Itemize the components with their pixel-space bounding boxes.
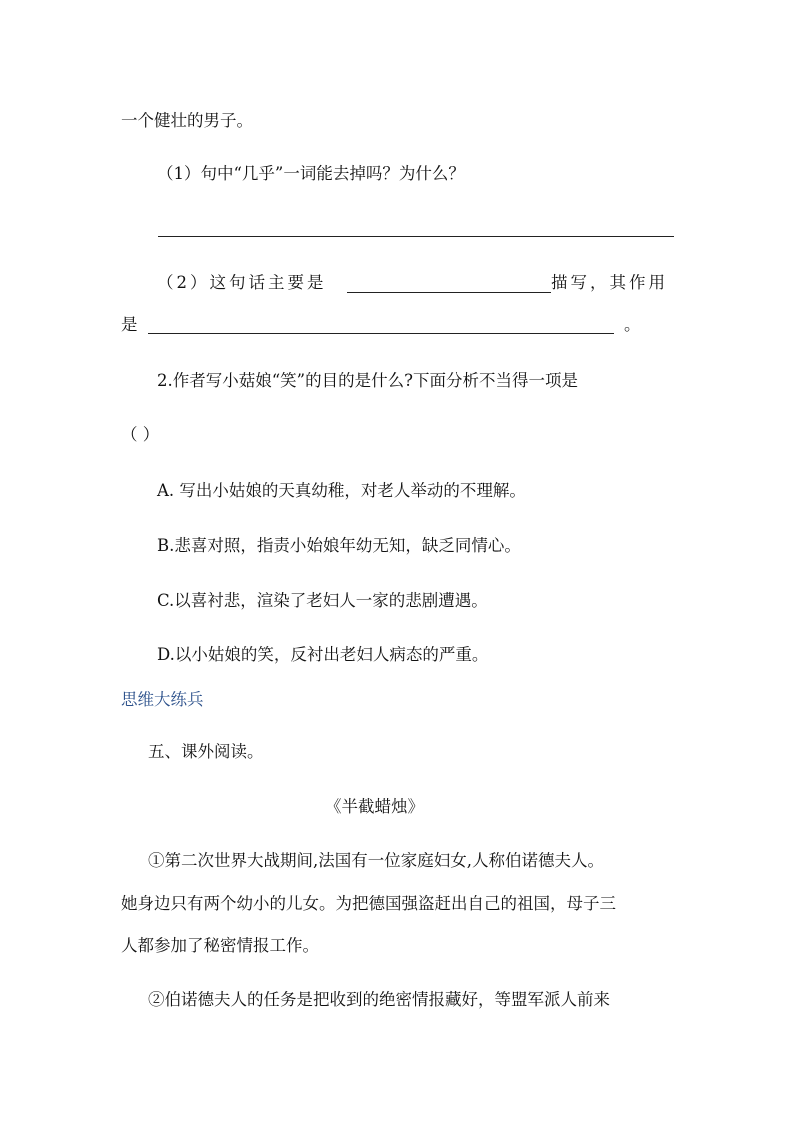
answer-line bbox=[158, 236, 674, 237]
option-c: C.以喜衬悲，渲染了老妇人一家的悲剧遭遇。 bbox=[157, 591, 488, 610]
question-2-end: 。 bbox=[624, 315, 641, 334]
question-3: 2.作者写小菇娘“笑”的目的是什么?下面分析不当得一项是 bbox=[157, 371, 578, 390]
text-line: 一个健壮的男子。 bbox=[121, 111, 253, 130]
paragraph-line: 她身边只有两个幼小的儿女。为把德国强盗赶出自己的祖国，母子三 bbox=[121, 894, 616, 913]
section-heading: 思维大练兵 bbox=[121, 690, 204, 709]
question-2-cont: 是 bbox=[121, 315, 138, 334]
question-1: （1）句中“几乎”一词能去掉吗？为什么？ bbox=[157, 164, 465, 183]
option-b: B.悲喜对照，指责小始娘年幼无知，缺乏同情心。 bbox=[157, 536, 521, 555]
paragraph-line: ②伯诺德夫人的任务是把收到的绝密情报藏好，等盟军派人前来 bbox=[148, 990, 610, 1009]
answer-blank bbox=[347, 292, 551, 293]
paragraph-line: 人都参加了秘密情报工作。 bbox=[121, 936, 319, 955]
question-2-mid: 描写，其作用 bbox=[551, 273, 668, 292]
question-2-start: （2）这句话主要是 bbox=[157, 273, 327, 292]
part-heading: 五、课外阅读。 bbox=[148, 742, 264, 761]
answer-paren: （ ） bbox=[121, 425, 160, 444]
answer-blank bbox=[148, 333, 614, 334]
paragraph-line: ①第二次世界大战期间,法国有一位家庭妇女,人称伯诺德夫人。 bbox=[148, 851, 604, 870]
passage-title: 《半截蜡烛》 bbox=[325, 797, 424, 816]
option-d: D.以小姑娘的笑，反衬出老妇人病态的严重。 bbox=[157, 645, 489, 664]
option-a: A. 写出小姑娘的天真幼稚，对老人举动的不理解。 bbox=[157, 481, 526, 500]
